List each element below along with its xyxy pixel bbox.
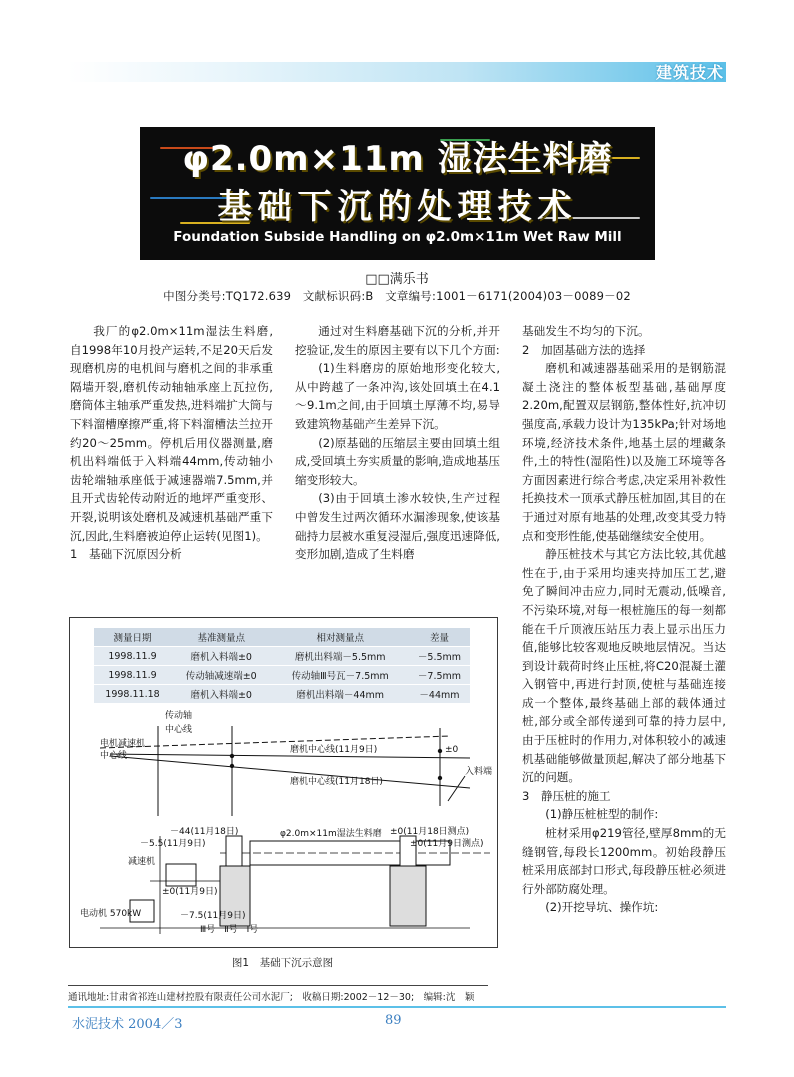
diagram-label: 减速机 (128, 857, 156, 867)
reducer-box (166, 864, 196, 886)
table-header: 相对测量点 (271, 628, 409, 647)
column-1 (70, 322, 273, 564)
diagram-label: φ2.0m×11m湿法生料磨 (280, 829, 382, 839)
measure-point (438, 776, 442, 780)
figure-1 (69, 617, 498, 948)
journal-name: 水泥技术 2004／3 (72, 1017, 183, 1032)
diagram-label: Ⅲ号 Ⅱ号 Ⅰ号 (200, 925, 259, 935)
table-cell: 传动轴减速端±0 (171, 666, 271, 685)
column-3 (522, 322, 726, 917)
diagram-label: 电机减速机 (100, 739, 146, 749)
measure-point (230, 754, 234, 758)
measurement-table (94, 628, 470, 703)
feed-arrow (448, 776, 465, 801)
diagram-label: 中心线 (165, 725, 193, 735)
measure-point (438, 749, 442, 753)
bearing-block (226, 836, 242, 870)
footnote: 通讯地址:甘肃省祁连山建材控股有限责任公司水泥厂; 收稿日期:2002－12－30; 编辑:沈 颖 (68, 992, 475, 1003)
diagram-label: 传动轴 (165, 711, 193, 721)
table-cell: 1998.11.18 (94, 685, 171, 704)
paragraph: (2)开挖导坑、操作坑: (545, 900, 659, 915)
column-2 (295, 322, 500, 564)
diagram-label: －7.5(11月9日) (180, 911, 246, 921)
paragraph: 静压桩技术与其它方法比较,其优越性在于,由于采用均速夹持加压工艺,避免了瞬间冲击应力,同时无震动,低噪音,不污染环境,对每一根桩施压的每一刻都能在千斤顶液压站压力表上显示出压力值,能够比较客观地反映地层情况。当达到设计载荷时终止压桩,将C20混凝土灌入钢管中,再进行封顶,使桩与基础连接成一个整体,最终基础上部的载体通过桩,部分或全部传递到可靠的持力层中,由于压桩时的作用力,对体积较小的减速机基础能够做量顶起,解决了部分地基下沉的问题。 (522, 547, 726, 785)
paragraph: 桩材采用φ219管径,壁厚8mm的无缝钢管,每段长1200mm。初始段静压桩采用底部封口形式,每段静压桩必须进行外部防腐处理。 (522, 826, 726, 896)
page-number: 89 (385, 1013, 402, 1028)
table-cell: －44mm (409, 685, 470, 704)
foundation-block (390, 866, 426, 926)
section-heading: 1 基础下沉原因分析 (70, 547, 182, 562)
diagram-label: 磨机中心线(11月18日) (290, 777, 383, 787)
header-band (68, 62, 726, 82)
table-row (94, 647, 470, 666)
diagram-label: 入料端 (465, 767, 493, 777)
author: □□满乐书 (365, 272, 429, 287)
table-cell: 磨机出料端－44mm (271, 685, 409, 704)
table-row (94, 666, 470, 685)
table-row (94, 685, 470, 704)
title-line-1: φ2.0m×11m 湿法生料磨 (182, 139, 613, 179)
paragraph: (3)由于回填土渗水较快,生产过程中曾发生过两次循环水漏渗现象,使该基础持力层被水重复浸湿后,强度迅速降低,变形加剧,造成了生料磨 (295, 491, 500, 562)
paragraph: (1)静压桩桩型的制作: (545, 807, 659, 822)
title-banner (140, 127, 655, 260)
english-title: Foundation Subside Handling on φ2.0m×11m Wet Raw Mill (173, 229, 622, 245)
diagram-label: ±0 (445, 745, 459, 755)
paragraph: 磨机和减速器基础采用的是钢筋混凝土浇注的整体板型基础,基础厚度2.20m,配置双层钢筋,整体性好,抗冲切强度高,承载力设计为135kPa;针对场地环境,经济技术条件,地基土层的埋藏条件,土的特性(湿陷性)以及施工环境等各方面因素进行综合考虑,决定采用补救性托换技术一顶承式静压桩加固,其目的在于通过对原有地基的处理,改变其受力特点和变形性能,使基础继续安全使用。 (522, 361, 726, 543)
section-title: 建筑技术 (655, 63, 724, 82)
footer-rule (68, 1006, 726, 1008)
diagram-label: 磨机中心线(11月9日) (290, 745, 378, 755)
table-cell: 1998.11.9 (94, 647, 171, 666)
section-heading: 3 静压桩的施工 (522, 788, 611, 803)
reducer-center-line (100, 736, 450, 748)
table-header: 基准测量点 (171, 628, 271, 647)
diagram-label: 电动机 570kW (80, 909, 142, 919)
diagram-label: ±0(11月18日测点) (390, 827, 470, 837)
table-cell: 1998.11.9 (94, 666, 171, 685)
paragraph: (1)生料磨房的原始地形变化较大,从中跨越了一条冲沟,该处回填土在4.1～9.1m之间,由于回填土厚薄不均,易导致建筑物基础产生差异下沉。 (295, 361, 500, 431)
diagram-label: －44(11月18日) (170, 827, 239, 837)
article-meta: 中图分类号:TQ172.639 文献标识码:B 文章编号:1001－6171(2004)03－0089－02 (163, 289, 631, 303)
table-cell: －7.5mm (409, 666, 470, 685)
table-cell: 传动轴Ⅲ号瓦－7.5mm (271, 666, 409, 685)
diagram-label: ±0(11月9日) (162, 887, 218, 897)
diagram-label: －5.5(11月9日) (140, 839, 206, 849)
table-header: 差量 (409, 628, 470, 647)
table-header: 测量日期 (94, 628, 171, 647)
footnote-rule (68, 985, 488, 986)
table-cell: －5.5mm (409, 647, 470, 666)
paragraph: 基础发生不均匀的下沉。 (522, 324, 650, 338)
table-cell: 磨机出料端－5.5mm (271, 647, 409, 666)
paragraph: (2)原基础的压缩层主要由回填土组成,受回填土夯实质量的影响,造成地基压缩变形较大。 (295, 435, 500, 487)
title-line-2: 基础下沉的处理技术 (217, 187, 578, 227)
diagram-label: 中心线 (100, 751, 128, 761)
table-cell: 磨机入料端±0 (171, 685, 271, 704)
measure-point (230, 764, 234, 768)
diagram-label: ±0(11月9日测点) (410, 839, 484, 849)
subsidence-diagram (70, 706, 497, 946)
paragraph: 通过对生料磨基础下沉的分析,并开挖验证,发生的原因主要有以下几个方面: (295, 324, 500, 357)
table-header-row (94, 628, 470, 647)
table-cell: 磨机入料端±0 (171, 647, 271, 666)
paragraph: 我厂的φ2.0m×11m湿法生料磨,自1998年10月投产运转,不足20天后发现磨机房的电机间与磨机之间的非承重隔墙开裂,磨机传动轴轴承座上瓦拉伤,磨筒体主轴承严重发热,进料端扩大筒与下料溜槽摩擦严重,将下料溜槽法兰拉开约20～25mm。停机后用仪器测量,磨机出料端低于入料端44mm,传动轴小齿轮端轴承座低于减速器端7.5mm,并且开式齿轮传动附近的地坪严重变形、开裂,说明该处磨机及减速机基础严重下沉,因此,生料磨被迫停止运转(见图1)。 (70, 324, 273, 543)
figure-caption: 图1 基础下沉示意图 (231, 957, 334, 969)
section-heading: 2 加固基础方法的选择 (522, 342, 646, 357)
